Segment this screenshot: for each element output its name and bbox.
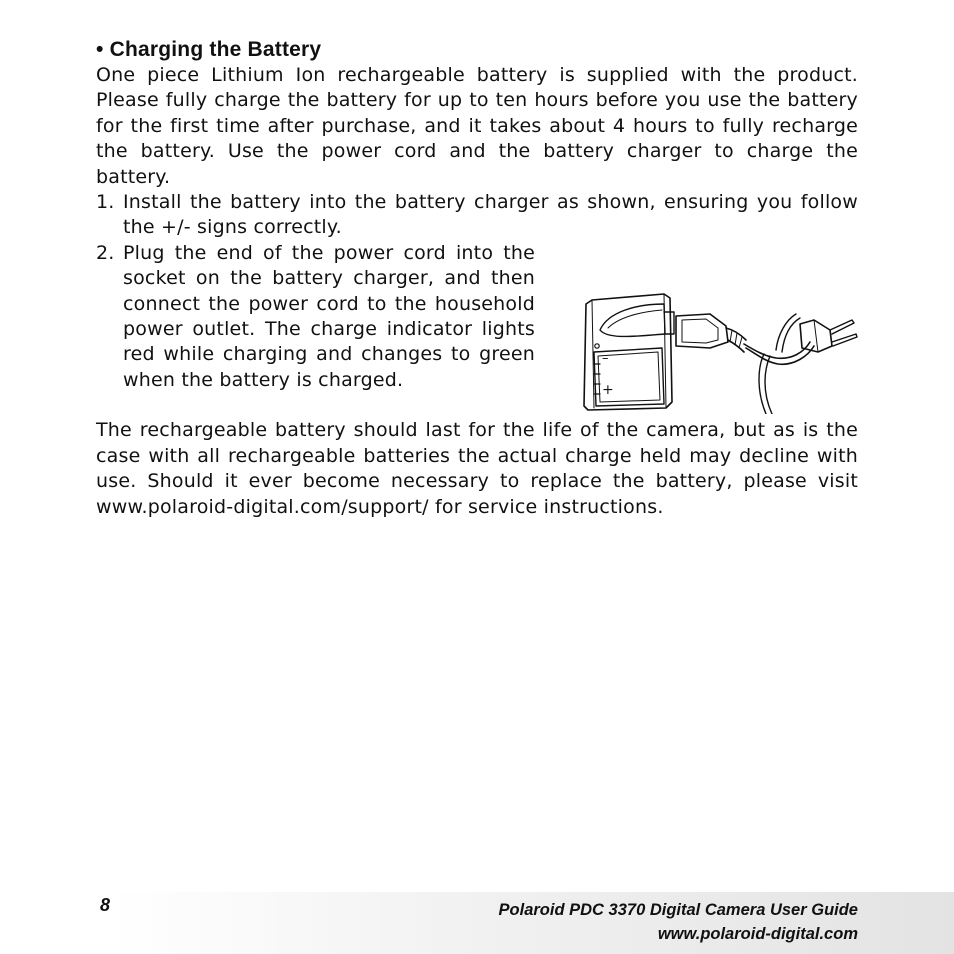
battery-charger-illustration (578, 290, 862, 414)
intro-paragraph: One piece Lithium Ion rechargeable battery is supplied with the product. Please fully charge the battery for up to ten hours before you use the battery for the first time after purchase, and it takes about 4 hours to fully recharge the battery. Use the power cord and the battery charger to charge the battery. (96, 64, 858, 188)
closing-paragraph: The rechargeable battery should last for the life of the camera, but as is the case with all rechargeable batteries the actual charge held may decline with use. Should it ever become necessary to replace the battery, please visit www.polaroid-digital.com/support/ for service instructions. (96, 419, 858, 518)
power-cord-icon (676, 314, 857, 414)
minus-sign: – (602, 351, 609, 366)
step-number: 1. (96, 191, 115, 214)
guide-title: Polaroid PDC 3370 Digital Camera User Guide (498, 901, 858, 919)
battery-charger-icon (584, 294, 674, 410)
step-text: Install the battery into the battery charger as shown, ensuring you follow the +/- signs correctly. (123, 191, 858, 239)
footer-text (499, 898, 858, 946)
plus-sign: + (602, 382, 614, 398)
step-number: 2. (96, 241, 115, 264)
page-content (96, 37, 858, 520)
step-1 (96, 190, 858, 241)
website-url: www.polaroid-digital.com (657, 925, 858, 943)
step-text: Plug the end of the power cord into the socket on the battery charger, and then connect the power cord to the household power outlet. The charge indicator lights red while charging and changes to green when the battery is charged. (123, 241, 535, 391)
page-number: 8 (100, 895, 111, 915)
section-heading: • Charging the Battery (96, 38, 322, 61)
